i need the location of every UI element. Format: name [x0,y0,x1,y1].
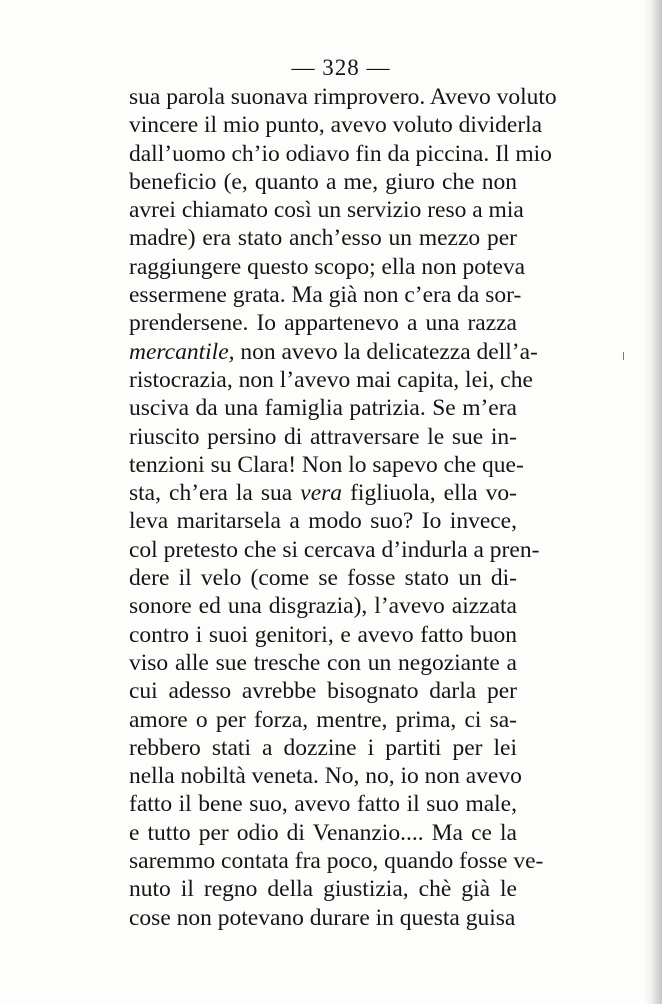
text-line: riuscito persino di attraversare le sue in- [129,423,517,450]
text-line: col pretesto che si cercava d’indurla a pren- [129,536,540,563]
text-line: nuto il regno della giustizia, chè già le [129,876,517,903]
italic-word: vera [300,480,343,507]
text-line: tenzioni su Clara! Non lo sapevo che que- [129,451,524,478]
italic-word: mercantile, [129,338,235,365]
text-line: cui adesso avrebbe bisognato darla per [129,678,517,705]
text-line: contro i suoi genitori, e avevo fatto buon [129,621,517,648]
text-line: rebbero stati a dozzine i partiti per lei [129,734,517,761]
text-line: viso alle sue tresche con un negoziante a [129,649,517,676]
text-line: avrei chiamato così un servizio reso a mia [129,197,524,224]
text-line: madre) era stato anch’esso un mezzo per [129,225,517,252]
text-line: mercantile, non avevo la delicatezza dell’a- [129,338,538,365]
text-line: sonore ed una disgrazia), l’avevo aizzata [129,593,517,620]
text-line: beneficio (e, quanto a me, giuro che non [129,168,517,195]
text-line: usciva da una famiglia patrizia. Se m’era [129,395,517,422]
text-line: amore o per forza, mentre, prima, ci sa- [129,706,517,733]
text-line: dere il velo (come se fosse stato un di- [129,565,517,592]
text-line: fatto il bene suo, avevo fatto il suo male, [129,791,517,818]
text-line: nella nobiltà veneta. No, no, io non avevo [129,763,522,790]
stray-ink-mark [623,352,624,360]
text-line: dall’uomo ch’io odiavo fin da piccina. Il mio [129,140,552,167]
text-line: prendersene. Io appartenevo a una razza [129,310,517,337]
page-number: — 328 — [291,55,391,80]
text-line: sua parola suonava rimprovero. Avevo voluto [129,84,557,110]
text-line: essermene grata. Ma già non c’era da sor- [129,282,522,309]
body-text [129,83,557,932]
text-line: raggiungere questo scopo; ella non poteva [129,253,526,280]
text-line: ristocrazia, non l’avevo mai capita, lei, che [129,366,533,393]
page-edge-shadow [644,0,662,1004]
text-line: cose non potevano durare in questa guisa [129,904,516,931]
text-line: saremmo contata fra poco, quando fosse ve- [129,848,544,875]
text-line: e tutto per odio di Venanzio.... Ma ce la [129,819,517,846]
text-line: leva maritarsela a modo suo? Io invece, [129,508,517,535]
text-line: vincere il mio punto, avevo voluto dividerla [129,112,543,139]
text-line: sta, ch’era la sua vera figliuola, ella vo- [129,480,517,507]
